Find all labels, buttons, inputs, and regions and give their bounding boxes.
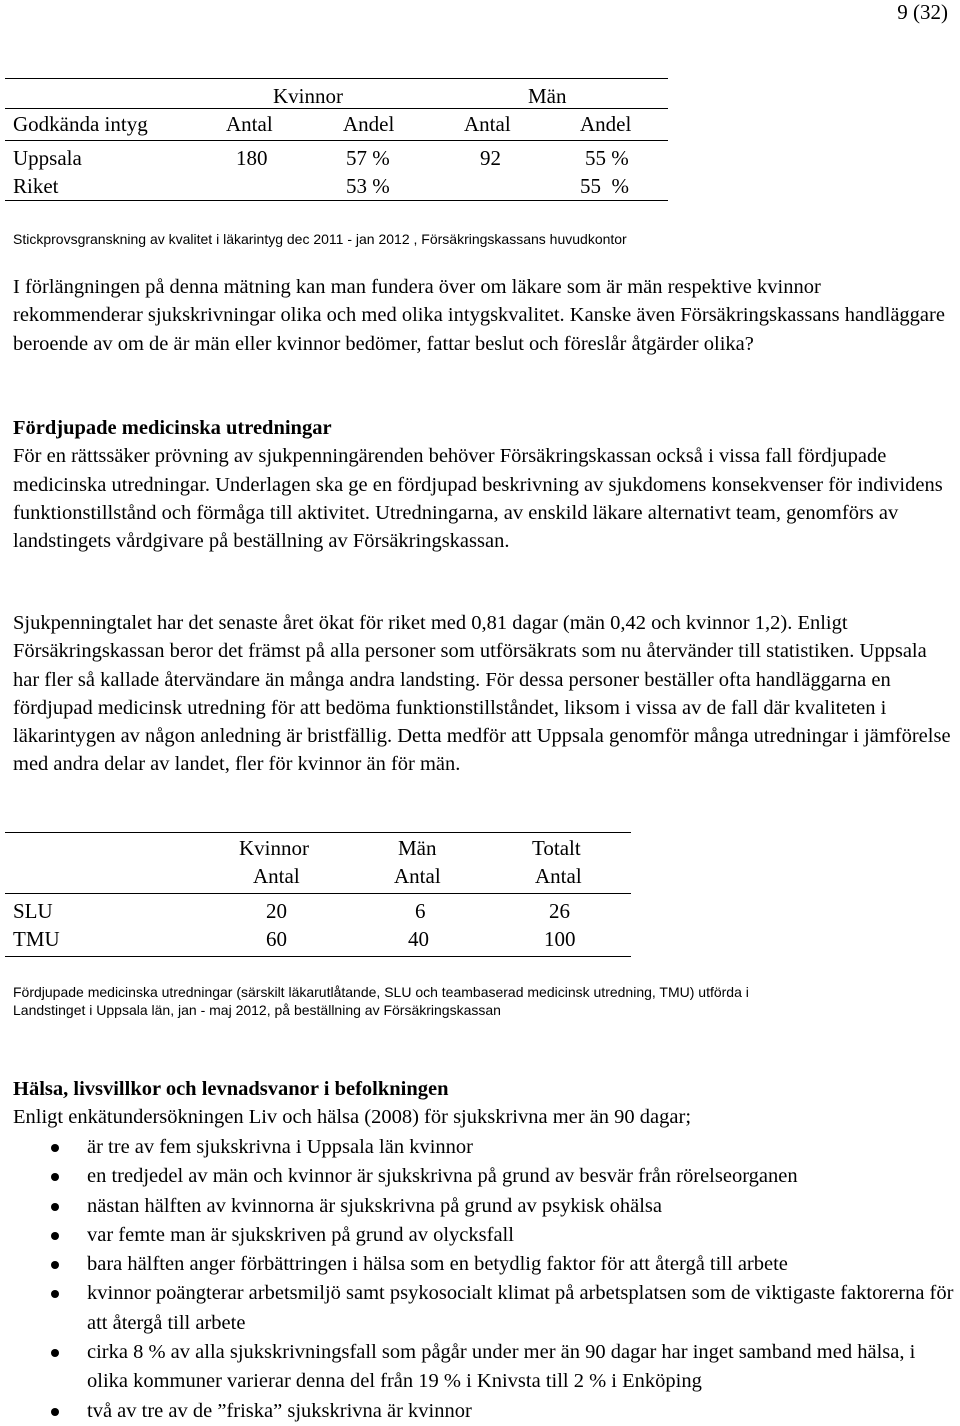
- column-header-men: Män: [398, 836, 437, 860]
- table-top-rule: [5, 78, 668, 79]
- group-header-rule: [5, 108, 668, 109]
- group-header-men: Män: [528, 84, 567, 108]
- paragraph-sickness-rate: [13, 609, 953, 779]
- column-header-rule: [5, 140, 668, 141]
- list-item-text: en tredjedel av män och kvinnor är sjukskrivna på grund av besvär från rörelseorganen: [87, 1165, 798, 1188]
- list-item-text: är tre av fem sjukskrivna i Uppsala län kvinnor: [87, 1136, 473, 1158]
- bullet-icon: [51, 1408, 59, 1416]
- bullet-icon: [51, 1173, 59, 1181]
- table-top-rule: [5, 832, 631, 833]
- row-label: SLU: [13, 899, 53, 923]
- column-header-rule: [5, 893, 631, 894]
- list-item: [0, 1133, 960, 1162]
- paragraph-text: I förlängningen på denna mätning kan man fundera över om läkare som är män respektive kvinnor rekommenderar sjukskrivningar olika och med olika intygskvalitet. Kanske även Försäkringskassans handläggare beroende av om de är män eller kvinnor bedömer, fattar beslut och föreslår åtgärder olika?: [13, 276, 945, 355]
- bullet-icon: [51, 1232, 59, 1240]
- table-bottom-rule: [5, 956, 631, 957]
- column-header-total: Totalt: [532, 836, 581, 860]
- section-paragraph: För en rättssäker prövning av sjukpenningärenden behöver Försäkringskassan också i vissa fall fördjupade medicinska utredningar. Underlagen ska ge en fördjupad beskrivning av sjukdomens konsekvenser för individens funktionstillstånd och förmåga till aktivitet. Utredningarna, av enskild läkare alternativt team, genomförs av landstingets vårdgivare på beställning av Försäkringskassan.: [13, 445, 943, 553]
- bullet-icon: [51, 1349, 59, 1357]
- list-item: [0, 1221, 960, 1250]
- cell-women: 60: [266, 927, 287, 951]
- column-subheader-total: Antal: [535, 864, 582, 888]
- bullet-icon: [51, 1144, 59, 1152]
- list-item-text: två av tre av de ”friska” sjukskrivna är kvinnor: [87, 1399, 472, 1422]
- bullet-icon: [51, 1261, 59, 1269]
- section-intro: Enligt enkätundersökningen Liv och hälsa (2008) för sjukskrivna mer än 90 dagar;: [13, 1106, 692, 1129]
- list-item: [0, 1192, 960, 1221]
- cell-women-count: 180: [236, 146, 268, 170]
- list-item: [0, 1250, 960, 1279]
- cell-women-share: 57 %: [346, 146, 390, 170]
- list-item-text: cirka 8 % av alla sjukskrivningsfall som pågår under mer än 90 dagar har inget samband med hälsa, i olika kommuner varierar denna del från 19 % i Knivsta till 2 % i Enköping: [87, 1341, 916, 1393]
- list-item: [0, 1338, 960, 1397]
- column-header-label: Godkända intyg: [13, 112, 148, 136]
- paragraph-text: Sjukpenningtalet har det senaste året ökat för riket med 0,81 dagar (män 0,42 och kvinnor 1,2). Enligt Försäkringskassan beror det främst på alla personer som utförsäkrats som nu återvänder till statistiken. Uppsala har fler så kallade återvändare än många andra landsting. För dessa personer beställer ofta handläggarna en fördjupad medicinsk utredning för att bedöma funktionstillståndet, liksom i vissa av de fall där kvaliteten i läkarintygen av någon anledning är bristfällig. Detta medför att Uppsala genomför många utredningar i jämförelse med andra delar av landet, fler för kvinnor än för män.: [13, 612, 951, 776]
- section-health-living-conditions: [13, 1075, 953, 1132]
- row-label: Uppsala: [13, 146, 82, 170]
- cell-men: 6: [415, 899, 426, 923]
- column-header-men-count: Antal: [464, 112, 511, 136]
- list-item-text: nästan hälften av kvinnorna är sjukskrivna på grund av psykisk ohälsa: [87, 1194, 663, 1217]
- section-in-depth-investigations: [13, 414, 953, 555]
- table-caption-line: Landstinget i Uppsala län, jan - maj 2012, på beställning av Försäkringskassan: [13, 1002, 501, 1018]
- bullet-list: [0, 1133, 960, 1426]
- table-bottom-rule: [5, 200, 668, 201]
- column-header-women-share: Andel: [343, 112, 395, 136]
- list-item: [0, 1162, 960, 1191]
- group-header-women: Kvinnor: [273, 84, 343, 108]
- column-subheader-men: Antal: [394, 864, 441, 888]
- page-number: 9 (32): [897, 0, 948, 24]
- section-heading: Fördjupade medicinska utredningar: [13, 417, 332, 439]
- cell-men-share: 55 %: [580, 174, 629, 198]
- column-header-women-count: Antal: [226, 112, 273, 136]
- column-subheader-women: Antal: [253, 864, 300, 888]
- list-item-text: kvinnor poängterar arbetsmiljö samt psykosocialt klimat på arbetsplatsen som de viktigaste faktorerna för att återgå till arbete: [87, 1282, 954, 1334]
- bullet-icon: [51, 1203, 59, 1211]
- table-caption: Stickprovsgranskning av kvalitet i läkarintyg dec 2011 - jan 2012 , Försäkringskassans huvudkontor: [13, 231, 627, 247]
- list-item: [0, 1279, 960, 1338]
- cell-men-count: 92: [480, 146, 501, 170]
- row-label: TMU: [13, 927, 60, 951]
- cell-total: 100: [544, 927, 576, 951]
- section-heading: Hälsa, livsvillkor och levnadsvanor i befolkningen: [13, 1078, 449, 1100]
- row-label: Riket: [13, 174, 59, 198]
- list-item: [0, 1397, 960, 1426]
- bullet-icon: [51, 1290, 59, 1298]
- cell-men-share: 55 %: [585, 146, 629, 170]
- list-item-text: bara hälften anger förbättringen i hälsa som en betydlig faktor för att återgå till arbete: [87, 1253, 788, 1276]
- cell-women-share: 53 %: [346, 174, 390, 198]
- table-caption-line: Fördjupade medicinska utredningar (särskilt läkarutlåtande, SLU och teambaserad medicinsk utredning, TMU) utförda i: [13, 984, 749, 1000]
- column-header-women: Kvinnor: [239, 836, 309, 860]
- cell-men: 40: [408, 927, 429, 951]
- column-header-men-share: Andel: [580, 112, 632, 136]
- list-item-text: var femte man är sjukskriven på grund av olycksfall: [87, 1223, 514, 1246]
- paragraph-reflection: [13, 273, 953, 358]
- cell-total: 26: [549, 899, 570, 923]
- cell-women: 20: [266, 899, 287, 923]
